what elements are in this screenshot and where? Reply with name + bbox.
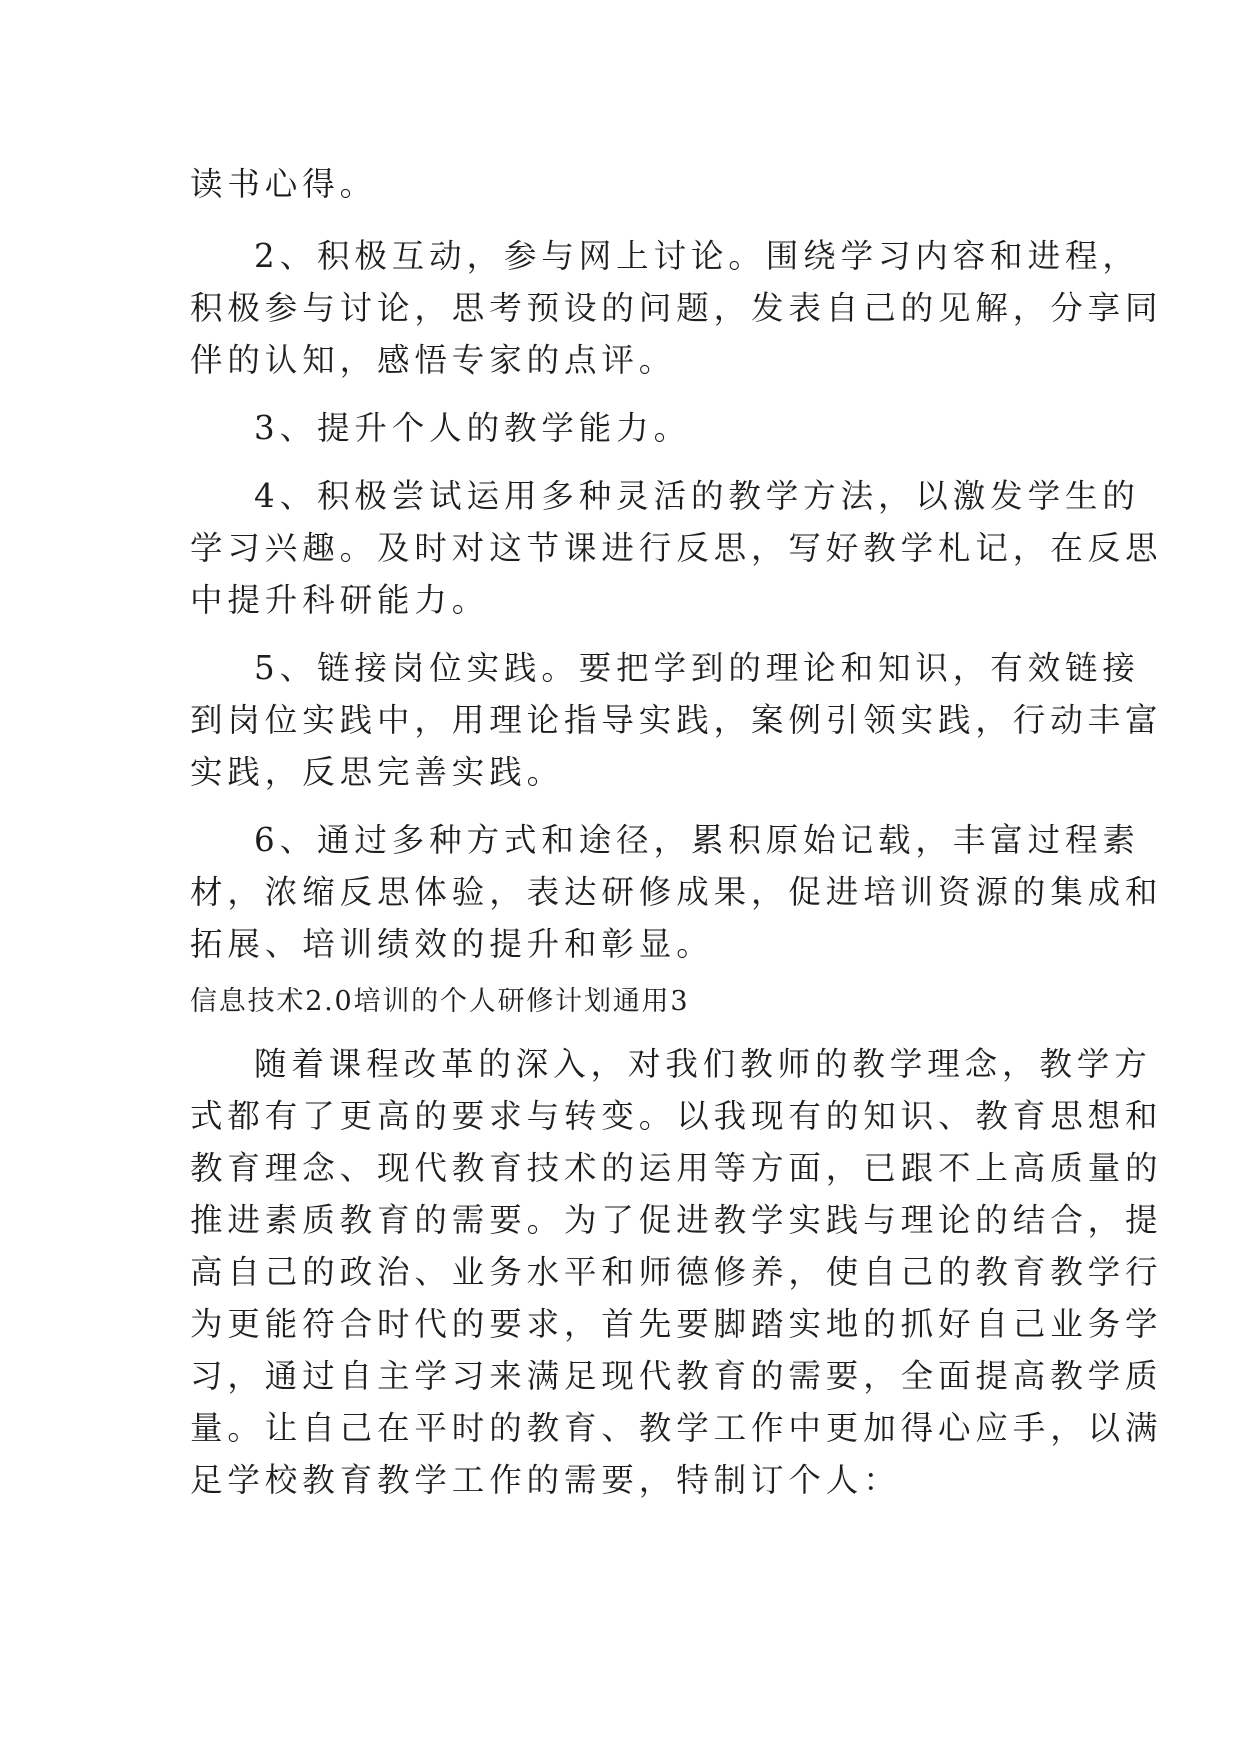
text-line: 实践，反思完善实践。 (190, 753, 565, 791)
text-line: 中提升科研能力。 (190, 581, 490, 619)
paragraph-start: 随着课程改革的深入，对我们教师的教学理念，教学方 (254, 1045, 1152, 1083)
list-item: 4、积极尝试运用多种灵活的教学方法，以激发学生的 (254, 477, 1140, 515)
section-heading: 信息技术2.0培训的个人研修计划通用3 (190, 986, 690, 1017)
text-line: 拓展、培训绩效的提升和彰显。 (190, 925, 714, 963)
text-line: 读书心得。 (190, 165, 378, 203)
list-item: 2、积极互动，参与网上讨论。围绕学习内容和进程， (254, 237, 1140, 275)
text-line: 积极参与讨论，思考预设的问题，发表自己的见解，分享同 (190, 289, 1163, 327)
list-item: 5、链接岗位实践。要把学到的理论和知识，有效链接 (254, 649, 1140, 687)
text-line: 量。让自己在平时的教育、教学工作中更加得心应手，以满 (190, 1409, 1163, 1447)
list-item: 6、通过多种方式和途径，累积原始记载，丰富过程素 (254, 821, 1140, 859)
text-line: 推进素质教育的需要。为了促进教学实践与理论的结合，提 (190, 1201, 1163, 1239)
text-line: 式都有了更高的要求与转变。以我现有的知识、教育思想和 (190, 1097, 1163, 1135)
text-line: 足学校教育教学工作的需要，特制订个人： (190, 1461, 901, 1499)
text-line: 伴的认知，感悟专家的点评。 (190, 341, 677, 379)
text-line: 学习兴趣。及时对这节课进行反思，写好教学札记，在反思 (190, 529, 1163, 567)
text-line: 习，通过自主学习来满足现代教育的需要，全面提高教学质 (190, 1357, 1163, 1395)
text-line: 教育理念、现代教育技术的运用等方面，已跟不上高质量的 (190, 1149, 1163, 1187)
text-line: 材，浓缩反思体验，表达研修成果，促进培训资源的集成和 (190, 873, 1163, 911)
text-line: 到岗位实践中，用理论指导实践，案例引领实践，行动丰富 (190, 701, 1163, 739)
text-line: 高自己的政治、业务水平和师德修养，使自己的教育教学行 (190, 1253, 1163, 1291)
list-item: 3、提升个人的教学能力。 (254, 409, 691, 447)
text-line: 为更能符合时代的要求，首先要脚踏实地的抓好自己业务学 (190, 1305, 1163, 1343)
